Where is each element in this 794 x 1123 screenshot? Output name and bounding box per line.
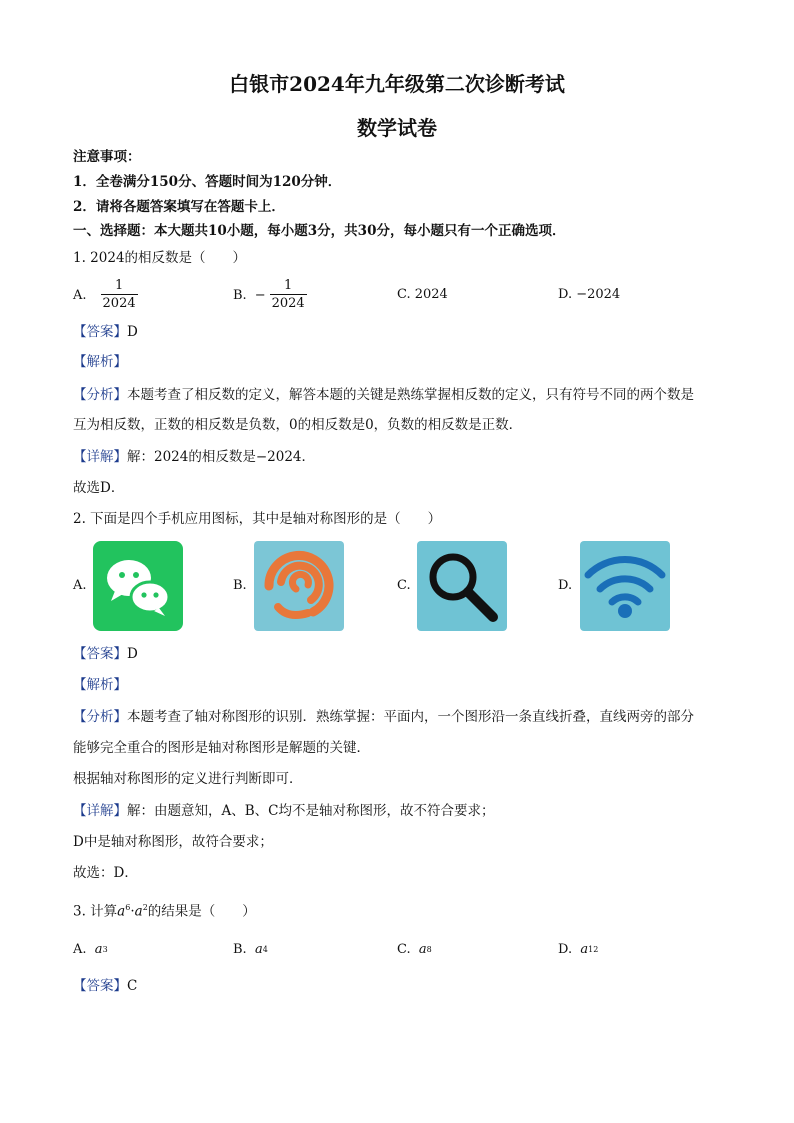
q3-option-d-exp: 12	[588, 945, 599, 954]
q1-fenxi-line1	[73, 386, 694, 404]
notice-item-2: 2．请将各题答案填写在答题卡上．	[73, 199, 285, 215]
q1-fenxi-tag: 【分析】	[73, 387, 127, 403]
q2-fenxi-line3: 根据轴对称图形的定义进行判断即可．	[73, 771, 303, 787]
q1-fenxi-line2: 互为相反数，正数的相反数是负数，0的相反数是0，负数的相反数是正数．	[73, 417, 523, 433]
exam-title: 白银市2024年九年级第二次诊断考试	[229, 72, 565, 96]
q3-option-c-letter: C.	[397, 942, 411, 957]
q3-option-b	[233, 942, 268, 957]
q2-option-c-letter: C.	[397, 578, 411, 593]
q1-option-b-letter: B.	[233, 287, 247, 303]
q1-detail	[73, 448, 315, 466]
notice-item-1: 1．全卷满分150分、答题时间为120分钟．	[73, 174, 342, 190]
exam-subtitle: 数学试卷	[357, 116, 437, 140]
q1-detail-text: 解：2024的相反数是−2024．	[127, 449, 316, 465]
q2-option-b-letter: B.	[233, 578, 247, 593]
q3-option-c-exp: 8	[426, 945, 432, 954]
q3-option-c-base: a	[418, 942, 427, 957]
q2-fenxi-tag: 【分析】	[73, 709, 127, 725]
q3-answer	[73, 977, 137, 995]
q1-fenxi-text: 本题考查了相反数的定义，解答本题的关键是熟练掌握相反数的定义，只有符号不同的两个数是	[127, 387, 694, 403]
section-heading: 一、选择题：本大题共10小题，每小题3分，共30分，每小题只有一个正确选项．	[73, 223, 566, 239]
q3-base-2: a	[134, 903, 143, 920]
q1-answer-value: D	[127, 324, 138, 340]
q3-stem-post: 的结果是（ ）	[147, 903, 256, 920]
q3-base-1: a	[117, 903, 126, 920]
q3-option-a-base: a	[94, 942, 103, 957]
q1-answer-tag: 【答案】	[73, 324, 127, 340]
q2-detail-text: 解：由题意知，A、B、C均不是轴对称图形，故不符合要求；	[127, 803, 495, 819]
q3-option-d	[558, 942, 598, 957]
q1-conclusion: 故选D．	[73, 480, 125, 496]
q2-answer	[73, 645, 138, 663]
q2-detail-line1	[73, 802, 495, 820]
q1-option-a-fraction	[101, 278, 138, 312]
q3-answer-tag: 【答案】	[73, 978, 127, 994]
q1-option-a	[73, 278, 138, 312]
notice-heading: 注意事项：	[73, 149, 141, 165]
q3-option-d-base: a	[580, 942, 589, 957]
q2-fenxi-line1	[73, 708, 694, 726]
q3-option-a-letter: A.	[73, 942, 87, 957]
q3-exp-2: 2	[142, 903, 148, 912]
q2-analysis-title: 【解析】	[73, 677, 127, 693]
q2-detail-tag: 【详解】	[73, 803, 127, 819]
q2-fenxi-text: 本题考查了轴对称图形的识别．熟练掌握：平面内，一个图形沿一条直线折叠，直线两旁的部分	[127, 709, 694, 725]
q1-option-b-denominator: 2024	[271, 296, 305, 311]
q2-answer-tag: 【答案】	[73, 646, 127, 662]
wechat-icon	[93, 541, 183, 631]
q3-option-b-letter: B.	[233, 942, 247, 957]
q3-exp-1: 6	[125, 903, 131, 912]
q1-option-b	[233, 278, 307, 312]
q1-option-a-denominator: 2024	[102, 296, 136, 311]
q3-option-a-exp: 3	[102, 945, 108, 954]
q1-answer	[73, 323, 138, 341]
q1-option-b-fraction	[270, 278, 307, 312]
q2-stem: 2. 下面是四个手机应用图标，其中是轴对称图形的是（ ）	[73, 511, 442, 527]
q1-option-a-numerator: 1	[114, 278, 124, 293]
q3-option-b-exp: 4	[262, 945, 268, 954]
q1-option-b-numerator: 1	[284, 278, 293, 293]
q3-option-c	[397, 942, 432, 957]
q2-option-d-letter: D.	[558, 578, 573, 593]
q3-option-d-letter: D.	[558, 942, 573, 957]
q1-option-c: C. 2024	[397, 287, 448, 302]
q3-option-b-base: a	[254, 942, 263, 957]
q2-fenxi-line2: 能够完全重合的图形是轴对称图形是解题的关键．	[73, 740, 370, 756]
search-icon	[417, 541, 507, 631]
q1-stem: 1. 2024的相反数是（ ）	[73, 250, 247, 266]
q2-answer-value: D	[127, 646, 138, 662]
q3-dot: ·	[130, 903, 135, 920]
q1-analysis-title: 【解析】	[73, 354, 127, 370]
wifi-icon	[580, 541, 670, 631]
q2-detail-line2: D中是轴对称图形，故符合要求；	[73, 834, 273, 850]
q3-stem-pre: 3. 计算	[73, 903, 118, 920]
q3-stem	[73, 899, 256, 921]
q3-answer-value: C	[127, 978, 138, 994]
q1-detail-tag: 【详解】	[73, 449, 127, 465]
q1-option-a-letter: A.	[73, 287, 87, 303]
q1-option-d: D. −2024	[558, 287, 621, 302]
phoenix-icon	[254, 541, 344, 631]
q2-option-a-letter: A.	[73, 578, 87, 593]
q3-option-a	[73, 942, 108, 957]
q1-option-b-sign: −	[254, 287, 266, 303]
q2-conclusion: 故选：D．	[73, 865, 138, 881]
